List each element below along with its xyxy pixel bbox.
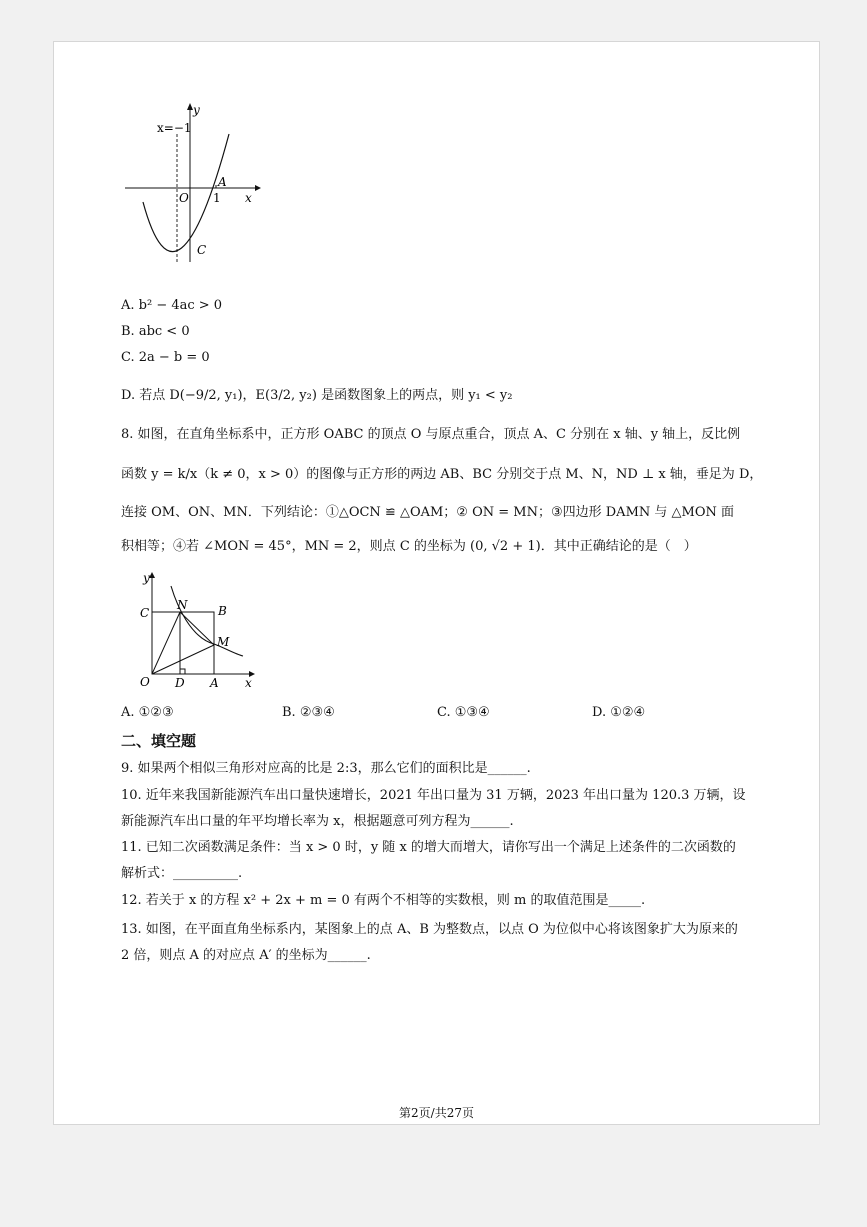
page-footer: 第2页/共27页 bbox=[399, 1106, 474, 1120]
x-axis-arrow-icon bbox=[255, 185, 261, 191]
right-angle-mark bbox=[180, 669, 185, 674]
q8-line-4: 积相等；④若 ∠MON = 45°，MN = 2，则点 C 的坐标为 (0, √2 + 1)．其中正确结论的是（ ） bbox=[121, 539, 697, 554]
q8-option-d: D. ①②④ bbox=[592, 705, 646, 720]
segment-on bbox=[152, 612, 180, 674]
segment-mn bbox=[180, 612, 214, 645]
label-x: x bbox=[245, 676, 252, 690]
label-o: O bbox=[179, 191, 189, 205]
q9-text: 9. 如果两个相似三角形对应高的比是 2:3，那么它们的面积比是______. bbox=[121, 761, 531, 776]
hyperbola-curve bbox=[171, 586, 243, 656]
label-one: 1 bbox=[213, 191, 221, 205]
q13-line-1: 13. 如图，在平面直角坐标系内，某图象上的点 A、B 为整数点，以点 O 为位似中心将该图象扩大为原来的 bbox=[121, 922, 738, 937]
q7-option-c: C. 2a − b = 0 bbox=[121, 350, 210, 365]
label-c: C bbox=[197, 243, 207, 257]
q12-text: 12. 若关于 x 的方程 x² + 2x + m = 0 有两个不相等的实数根，则 m 的取值范围是_____. bbox=[121, 893, 646, 908]
label-b: B bbox=[218, 604, 227, 618]
segment-om bbox=[152, 645, 214, 674]
q8-line-3: 连接 OM、ON、MN．下列结论：①△OCN ≌ △OAM；② ON = MN；③四边形 DAMN 与 △MON 面 bbox=[121, 505, 734, 520]
q7-option-b: B. abc < 0 bbox=[121, 324, 190, 339]
q8-line-2: 函数 y = k/x（k ≠ 0，x > 0）的图像与正方形的两边 AB、BC 分别交于点 M、N，ND ⊥ x 轴，垂足为 D， bbox=[121, 467, 763, 482]
y-axis-arrow-icon bbox=[149, 572, 155, 578]
label-x: x bbox=[245, 191, 252, 205]
label-y: y bbox=[143, 571, 150, 585]
label-o: O bbox=[140, 675, 150, 689]
q7-option-d: D. 若点 D(−9/2, y₁)，E(3/2, y₂) 是函数图象上的两点，则 y₁ < y₂ bbox=[121, 388, 513, 403]
label-y: y bbox=[193, 103, 200, 117]
q13-line-2: 2 倍，则点 A 的对应点 A′ 的坐标为______. bbox=[121, 948, 371, 963]
q11-line-2: 解析式：__________. bbox=[121, 866, 243, 881]
label-d: D bbox=[175, 676, 185, 690]
q11-line-1: 11. 已知二次函数满足条件：当 x > 0 时，y 随 x 的增大而增大，请你写出一个满足上述条件的二次函数的 bbox=[121, 840, 736, 855]
q10-line-2: 新能源汽车出口量的年平均增长率为 x，根据题意可列方程为______. bbox=[121, 814, 514, 829]
label-axis-line: x=−1 bbox=[157, 121, 192, 135]
q8-option-c: C. ①③④ bbox=[437, 705, 490, 720]
square-hyperbola-graph bbox=[121, 568, 261, 694]
document-page bbox=[53, 41, 820, 1125]
label-m: M bbox=[217, 635, 230, 649]
q8-option-b: B. ②③④ bbox=[282, 705, 335, 720]
q8-line-1: 8. 如图，在直角坐标系中，正方形 OABC 的顶点 O 与原点重合，顶点 A、C 分别在 x 轴、y 轴上，反比例 bbox=[121, 427, 741, 442]
q10-line-1: 10. 近年来我国新能源汽车出口量快速增长，2021 年出口量为 31 万辆，2023 年出口量为 120.3 万辆，设 bbox=[121, 788, 746, 803]
q8-option-a: A. ①②③ bbox=[121, 705, 174, 720]
label-a: A bbox=[218, 175, 227, 189]
section-title: 二、填空题 bbox=[121, 732, 197, 750]
parabola-graph bbox=[121, 102, 261, 267]
label-n: N bbox=[177, 598, 188, 612]
label-a: A bbox=[210, 676, 219, 690]
label-c: C bbox=[140, 606, 150, 620]
q7-option-a: A. b² − 4ac > 0 bbox=[121, 298, 223, 313]
square-oabc bbox=[152, 612, 214, 674]
